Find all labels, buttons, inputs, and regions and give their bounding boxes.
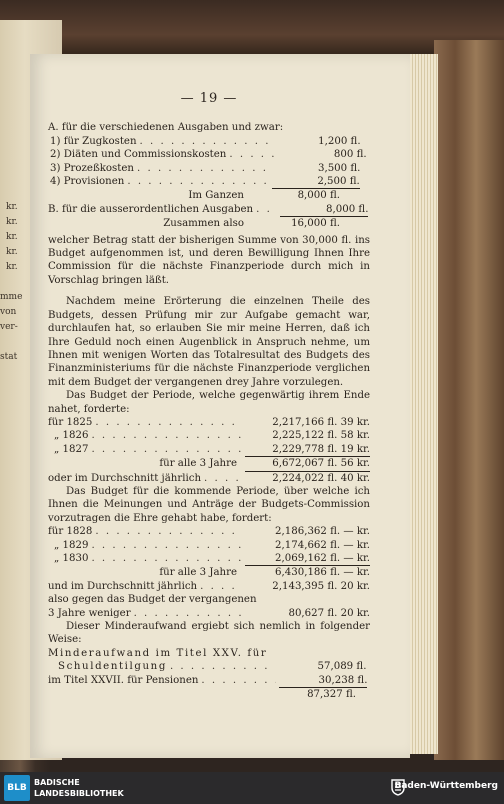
total-value: 6,672,067 fl. 56 kr. (245, 457, 370, 471)
section-a-heading: A. für die verschiedenen Ausgaben und zwar: (48, 122, 284, 134)
fragment: kr. (6, 232, 18, 242)
subtotal-label: Im Ganzen (188, 190, 244, 202)
page-text (48, 92, 370, 701)
difference-label: 3 Jahre weniger (48, 607, 131, 619)
total-row (48, 566, 370, 579)
library-line1: BADISCHE (34, 778, 80, 787)
expense-row (48, 148, 370, 161)
fragment: mme (0, 292, 23, 302)
expense-value: 1,200 fl. (318, 135, 361, 147)
section-b-value: 8,000 fl. (280, 203, 368, 217)
paragraph: Dieser Minderaufwand ergiebt sich nemlich in folgender Weise: (48, 621, 370, 646)
minder-total-row (48, 688, 370, 701)
paragraph: Nachdem meine Erörterung die einzelnen Theile des Budgets, dessen Prüfung mir zur Aufgabe gemacht war, durchlaufen hat, so erlauben Sie mir meine Herren, daß ich Ihre Geduld noch einen Augenblick in Anspruch nehme, um Ihnen mit wenigen Worten das Totalresultat des Budgets des Finanzministeriums für die nächste Finanzperiode verglichen mit dem Budget der vergangenen drey Jahre vorzulegen. (48, 296, 370, 388)
book-cover-top (0, 0, 504, 58)
expense-row (48, 162, 370, 175)
year-value: 2,174,662 fl. — kr. (275, 539, 370, 551)
book-cover-right (434, 40, 504, 760)
paragraph: Das Budget für die kommende Periode, über welche ich Ihnen die Meinungen und Anträge der Budgets-Commission vorzutragen die Ehre gehabt habe, fordert: (48, 485, 370, 524)
difference-label-line: also gegen das Budget der vergangenen (48, 594, 257, 606)
expense-value: 800 fl. (333, 149, 367, 161)
minder-total: 87,327 fl. (307, 689, 356, 701)
page-number: — 19 — (180, 91, 238, 106)
minder-label: im Titel XXVII. für Pensionen (48, 674, 199, 686)
average-value: 2,143,395 fl. 20 kr. (272, 580, 370, 592)
difference-value: 80,627 fl. 20 kr. (288, 607, 370, 619)
year-label: „ 1827 (54, 443, 89, 455)
year-value: 2,229,778 fl. 19 kr. (245, 443, 370, 457)
minder-value: 57,089 fl. (317, 661, 367, 673)
year-label: für 1828 (48, 526, 93, 538)
total-label: für alle 3 Jahre (159, 458, 237, 470)
year-value: 2,186,362 fl. — kr. (275, 526, 370, 538)
together-label: Zusammen also (163, 218, 244, 230)
section-b-row (48, 203, 370, 217)
budget-row (48, 443, 370, 457)
difference-row (48, 607, 370, 620)
together-value: 16,000 fl. (291, 218, 340, 230)
year-label: „ 1830 (54, 553, 89, 564)
expense-label: 3) Prozeßkosten (50, 162, 134, 174)
left-margin-fragments (0, 200, 30, 500)
paragraph: Das Budget der Periode, welche gegenwärtig ihrem Ende nahet, forderte: (48, 390, 370, 415)
state-name[interactable]: Baden-Württemberg (394, 781, 498, 791)
budget-row (48, 552, 370, 566)
minder-value: 30,238 fl. (279, 674, 367, 688)
budget-row (48, 539, 370, 552)
minder-heading: Minderaufwand im Titel XXV. für (48, 647, 268, 659)
fragment: kr. (6, 247, 18, 257)
section-b-label: B. für die ausserordentlichen Ausgaben (48, 203, 254, 215)
total-row (48, 457, 370, 471)
footer-bar (0, 772, 504, 804)
average-row (48, 580, 370, 593)
average-row (48, 472, 370, 485)
paragraph: welcher Betrag statt der bisherigen Summe von 30,000 fl. ins Budget aufgenommen ist, und deren Bewilligung Ihnen Ihre Commission für die nächste Finanzperiode durch mich in Vorschlag bringen läßt. (48, 234, 370, 286)
subtotal-value: 8,000 fl. (297, 190, 340, 202)
fragment: kr. (6, 202, 18, 212)
library-line2: LANDESBIBLIOTHEK (34, 789, 124, 798)
year-label: „ 1826 (54, 430, 89, 442)
expense-label: 2) Diäten und Commissionskosten (50, 149, 227, 161)
budget-row (48, 416, 370, 429)
year-label: für 1825 (48, 416, 93, 428)
expense-value: 3,500 fl. (317, 162, 361, 174)
budget-row (48, 429, 370, 442)
fragment: von (0, 307, 17, 317)
expense-label: 1) für Zugkosten (50, 135, 137, 147)
fragment: kr. (6, 217, 18, 227)
budget-row (48, 525, 370, 538)
year-value: 2,069,162 fl. — kr. (245, 552, 370, 566)
expense-label: 4) Provisionen (50, 176, 125, 188)
together-row (48, 217, 370, 230)
average-label: und im Durchschnitt jährlich (48, 580, 198, 592)
total-value: 6,430,186 fl. — kr. (275, 567, 370, 579)
year-value: 2,217,166 fl. 39 kr. (272, 416, 370, 428)
blb-logo[interactable]: BLB (4, 775, 30, 801)
minder-row (48, 660, 370, 673)
expense-value: 2,500 fl. (272, 175, 360, 189)
fragment (0, 335, 30, 350)
fragment: kr. (6, 262, 18, 272)
library-name[interactable] (34, 777, 124, 799)
total-label: für alle 3 Jahre (159, 567, 237, 579)
year-label: „ 1829 (54, 539, 89, 551)
expense-row (48, 135, 370, 148)
average-value: 2,224,022 fl. 40 kr. (272, 472, 370, 484)
minder-row (48, 674, 370, 688)
subtotal-row (48, 189, 370, 202)
minder-label: Schuldentilgung (58, 661, 167, 673)
year-value: 2,225,122 fl. 58 kr. (272, 430, 370, 442)
average-label: oder im Durchschnitt jährlich (48, 472, 202, 484)
fragment (0, 275, 30, 290)
fragment: ver- (0, 322, 18, 332)
expense-row (48, 175, 370, 189)
fragment: stat (0, 352, 18, 362)
